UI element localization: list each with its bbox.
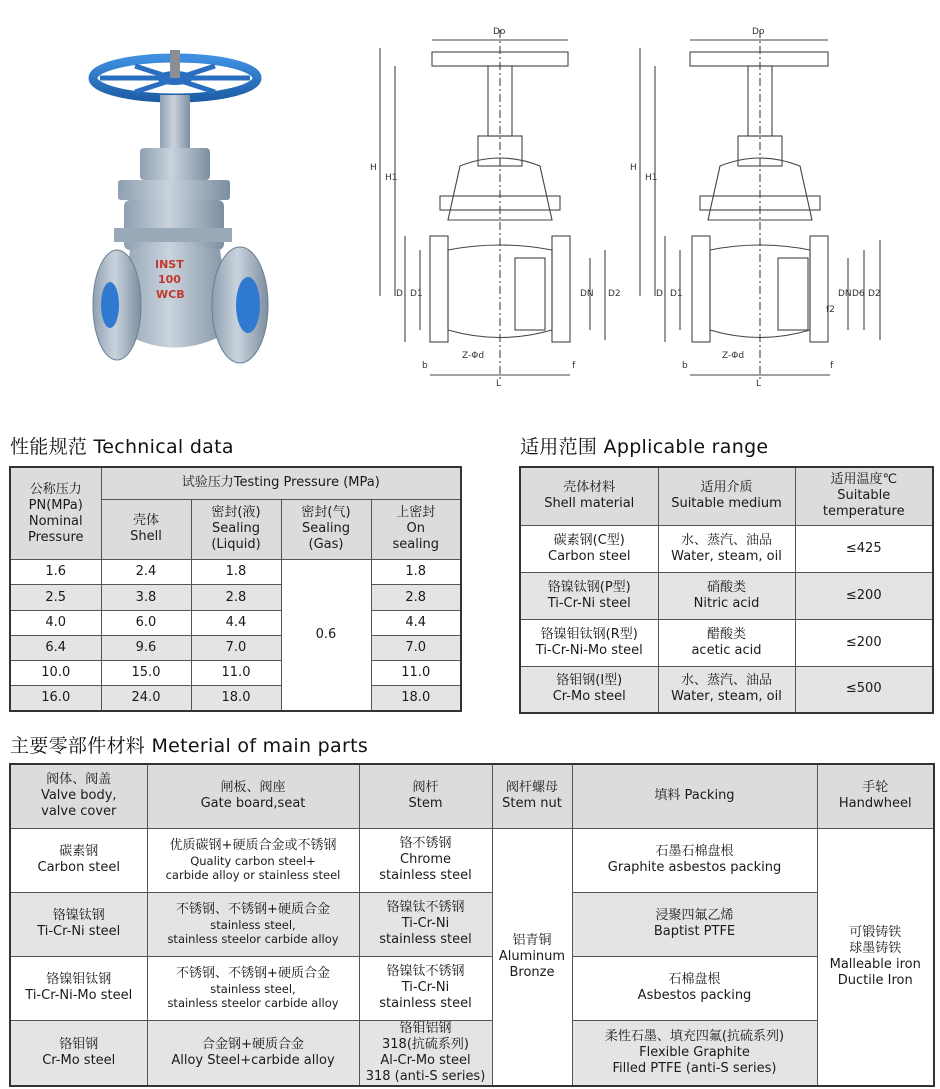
shell-cell: 15.0 [101,661,191,686]
label-do-right: Do [752,27,765,37]
liquid-cell: 11.0 [191,661,281,686]
pn-cell: 16.0 [10,686,101,711]
material-cell: 铬钼钢(I型) Cr-Mo steel [520,666,658,713]
table-row [520,525,933,572]
label-b-right: b [682,361,688,371]
technical-drawing-right [630,27,881,389]
gate-material-en: Quality carbon steel+ carbide alloy or stainless steel [165,854,341,882]
gate-material-cn: 优质碳钢+硬质合金或不锈钢 [169,838,337,853]
gate-material-cell [147,828,359,892]
gate-material-en: stainless steel, stainless steelor carbide alloy [167,982,339,1010]
table-row [10,892,934,956]
handwheel-material-cell: 可锻铸铁 球墨铸铁 Malleable iron Ductile Iron [817,828,934,1086]
packing-material-cell: 柔性石墨、填充四氟(抗硫系列) Flexible Graphite Filled PTFE (anti-S series) [572,1020,817,1086]
stem-material-cell: 铬镍钛不锈钢 Ti-Cr-Ni stainless steel [359,892,492,956]
table-row [10,560,461,585]
gate-material-cn: 不锈钢、不锈钢+硬质合金 [176,966,330,981]
label-do-left: Do [493,27,506,37]
shell-cell: 9.6 [101,635,191,660]
medium-cell: 硝酸类 Nitric acid [658,572,795,619]
table-row [10,1020,934,1086]
header-nominal-pressure: 公称压力 PN(MPa) Nominal Pressure [10,467,101,560]
header-suitable-temperature: 适用温度℃ Suitable temperature [795,467,933,525]
label-b-left: b [422,361,428,371]
casting-mark-3: WCB [156,288,185,301]
materials-title: 主要零部件材料 Meterial of main parts [10,735,369,757]
table-row [520,572,933,619]
body-material-cell: 铬镍钼钛钢 Ti-Cr-Ni-Mo steel [10,956,147,1020]
body-material-cell: 铬镍钛钢 Ti-Cr-Ni steel [10,892,147,956]
shell-cell: 6.0 [101,610,191,635]
table-row [10,661,461,686]
header-handwheel: 手轮 Handwheel [817,764,934,828]
shell-cell: 2.4 [101,560,191,585]
on-sealing-cell: 2.8 [371,585,461,610]
materials-table [9,763,935,1087]
gate-material-en: Alloy Steel+carbide alloy [171,1052,335,1068]
header-gate-board: 闸板、阀座 Gate board,seat [147,764,359,828]
header-testing-pressure: 试验压力Testing Pressure (MPa) [101,467,461,499]
label-dn-right: DN [838,289,852,299]
pn-cell: 1.6 [10,560,101,585]
liquid-cell: 4.4 [191,610,281,635]
liquid-cell: 7.0 [191,635,281,660]
label-f-left: f [572,361,576,371]
packing-material-cell: 石墨石棉盘根 Graphite asbestos packing [572,828,817,892]
label-l-right: L [756,379,762,389]
temperature-cell: ≤200 [795,572,933,619]
on-sealing-cell: 4.4 [371,610,461,635]
label-dn-left: DN [580,289,594,299]
header-stem: 阀杆 Stem [359,764,492,828]
label-f2-right: f2 [826,305,835,315]
header-stem-nut: 阀杆螺母 Stem nut [492,764,572,828]
gate-material-cell [147,1020,359,1086]
body-material-cell: 铬钼钢 Cr-Mo steel [10,1020,147,1086]
gate-material-cell [147,956,359,1020]
material-cell: 碳素钢(C型) Carbon steel [520,525,658,572]
packing-material-cell: 浸聚四氟乙烯 Baptist PTFE [572,892,817,956]
label-h1-right: H1 [645,173,658,183]
table-row [520,666,933,713]
header-on-sealing: 上密封 On sealing [371,499,461,559]
pn-cell: 6.4 [10,635,101,660]
stem-material-cell: 铬不锈钢 Chrome stainless steel [359,828,492,892]
medium-cell: 水、蒸汽、油品 Water, steam, oil [658,525,795,572]
header-suitable-medium: 适用介质 Suitable medium [658,467,795,525]
medium-cell: 水、蒸汽、油品 Water, steam, oil [658,666,795,713]
gate-material-cn: 不锈钢、不锈钢+硬质合金 [176,902,330,917]
temperature-cell: ≤500 [795,666,933,713]
technical-data-table [9,466,462,712]
header-packing: 填料 Packing [572,764,817,828]
gate-material-en: stainless steel, stainless steelor carbide alloy [167,918,339,946]
applicable-range-title: 适用范围 Applicable range [520,436,769,458]
label-h1-left: H1 [385,173,398,183]
on-sealing-cell: 7.0 [371,635,461,660]
table-row [10,828,934,892]
label-d2-right: D2 [868,289,881,299]
on-sealing-cell: 11.0 [371,661,461,686]
valve-illustrations [0,0,940,425]
table-row [10,956,934,1020]
label-z-left: Z-Φd [462,351,485,361]
label-f-right: f [830,361,834,371]
label-d1-right: D1 [670,289,683,299]
gate-material-cell [147,892,359,956]
material-cell: 铬镍钼钛钢(R型) Ti-Cr-Ni-Mo steel [520,619,658,666]
body-material-cell: 碳素钢 Carbon steel [10,828,147,892]
temperature-cell: ≤200 [795,619,933,666]
packing-material-cell: 石棉盘根 Asbestos packing [572,956,817,1020]
pn-cell: 10.0 [10,661,101,686]
label-d1-left: D1 [410,289,423,299]
casting-mark-2: 100 [158,273,181,286]
label-d-right: D [656,289,663,299]
material-cell: 铬镍钛钢(P型) Ti-Cr-Ni steel [520,572,658,619]
stem-material-cell: 铬镍钛不锈钢 Ti-Cr-Ni stainless steel [359,956,492,1020]
header-valve-body: 阀体、阀盖 Valve body, valve cover [10,764,147,828]
applicable-range-table [519,466,934,714]
on-sealing-cell: 18.0 [371,686,461,711]
technical-drawing-left [370,27,621,389]
label-h-right: H [630,163,637,173]
technical-data-title: 性能规范 Technical data [10,436,234,458]
table-row [10,610,461,635]
liquid-cell: 18.0 [191,686,281,711]
gas-sealing-cell: 0.6 [281,560,371,711]
stem-nut-material-cell: 铝青铜 Aluminum Bronze [492,828,572,1086]
label-z-right: Z-Φd [722,351,745,361]
label-l-left: L [496,379,502,389]
gate-valve-photo [93,50,268,363]
pn-cell: 4.0 [10,610,101,635]
label-d-left: D [396,289,403,299]
label-d6-right: D6 [852,289,865,299]
shell-cell: 3.8 [101,585,191,610]
stem-material-cell: 铬钼铝钢 318(抗硫系列) Al-Cr-Mo steel 318 (anti-S series) [359,1020,492,1086]
on-sealing-cell: 1.8 [371,560,461,585]
temperature-cell: ≤425 [795,525,933,572]
casting-mark-1: INST [155,258,184,271]
label-h-left: H [370,163,377,173]
table-row [10,585,461,610]
table-row [10,635,461,660]
liquid-cell: 2.8 [191,585,281,610]
table-row [10,686,461,711]
liquid-cell: 1.8 [191,560,281,585]
header-sealing-liquid: 密封(液) Sealing (Liquid) [191,499,281,559]
header-sealing-gas: 密封(气) Sealing (Gas) [281,499,371,559]
gate-material-cn: 合金钢+硬质合金 [202,1036,304,1052]
table-row [520,619,933,666]
shell-cell: 24.0 [101,686,191,711]
pn-cell: 2.5 [10,585,101,610]
header-shell-material: 壳体材料 Shell material [520,467,658,525]
label-d2-left: D2 [608,289,621,299]
header-shell: 壳体 Shell [101,499,191,559]
medium-cell: 醋酸类 acetic acid [658,619,795,666]
